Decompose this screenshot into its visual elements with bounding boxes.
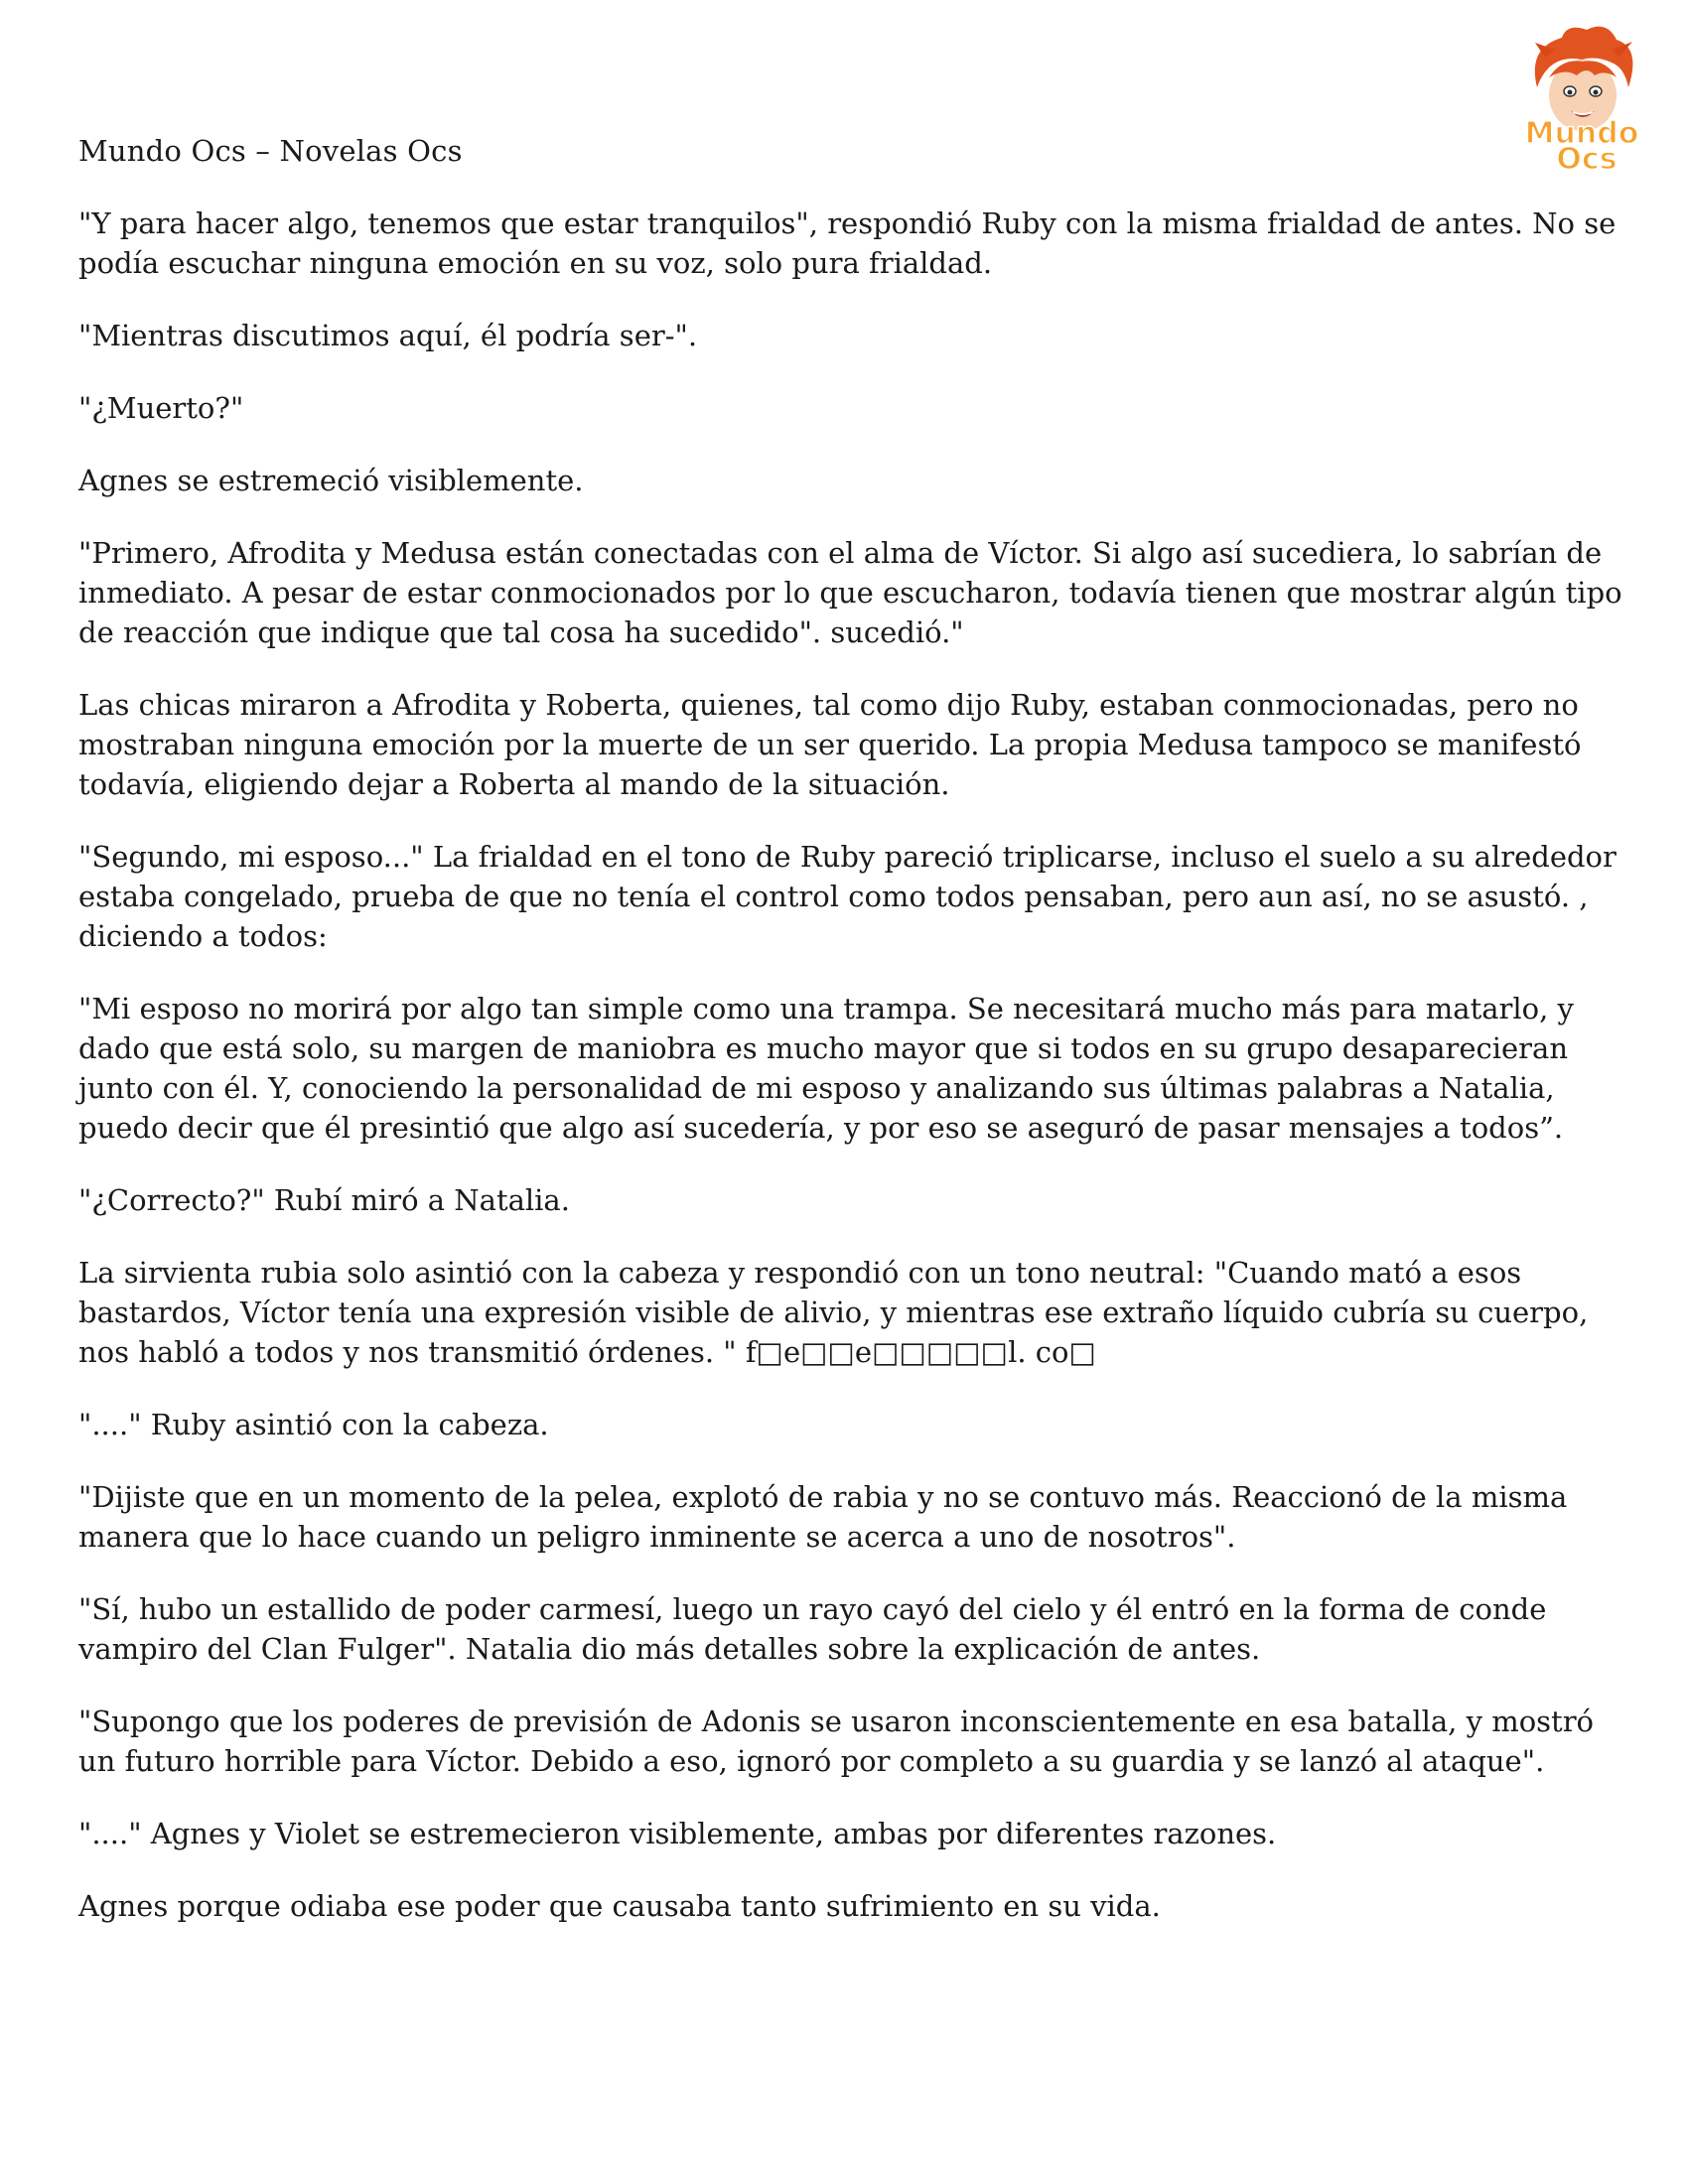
- chapter-body: [78, 204, 1627, 1959]
- logo-text-bottom: Ocs: [1556, 142, 1618, 177]
- paragraph-7: "Segundo, mi esposo..." La frialdad en el tono de Ruby pareció triplicarse, incluso el suelo a su alrededor estaba congelado, prueba de que no tenía el control como todos pensaban, pero aun así, no se asustó. , diciendo a todos:: [78, 840, 1617, 953]
- paragraph-15: "...." Agnes y Violet se estremecieron visiblemente, ambas por diferentes razones.: [78, 1817, 1277, 1850]
- paragraph-5: "Primero, Afrodita y Medusa están conectadas con el alma de Víctor. Si algo así sucediera, lo sabrían de inmediato. A pesar de estar conmocionados por lo que escucharon, todavía tienen que mostrar algún tipo de reacción que indique que tal cosa ha sucedido". sucedió.": [78, 536, 1622, 649]
- paragraph-16: Agnes porque odiaba ese poder que causaba tanto sufrimiento en su vida.: [78, 1889, 1161, 1923]
- paragraph-3: "¿Muerto?": [78, 391, 244, 425]
- paragraph-8: "Mi esposo no morirá por algo tan simple como una trampa. Se necesitará mucho más para matarlo, y dado que está solo, su margen de maniobra es mucho mayor que si todos en su grupo desaparecieran junto con él. Y, conociendo la personalidad de mi esposo y analizando sus últimas palabras a Natalia, puedo decir que él presintió que algo así sucedería, y por eso se aseguró de pasar mensajes a todos”.: [78, 992, 1574, 1145]
- paragraph-4: Agnes se estremeció visiblemente.: [78, 464, 584, 497]
- paragraph-9: "¿Correcto?" Rubí miró a Natalia.: [78, 1183, 570, 1217]
- paragraph-1: "Y para hacer algo, tenemos que estar tranquilos", respondió Ruby con la misma frialdad de antes. No se podía escuchar ninguna emoción en su voz, solo pura frialdad.: [78, 206, 1617, 280]
- paragraph-11: "...." Ruby asintió con la cabeza.: [78, 1408, 549, 1441]
- paragraph-13: "Sí, hubo un estallido de poder carmesí, luego un rayo cayó del cielo y él entró en la forma de conde vampiro del Clan Fulger". Natalia dio más detalles sobre la explicación de antes.: [78, 1592, 1547, 1666]
- mundo-ocs-logo: [1507, 18, 1656, 177]
- page-header-title: Mundo Ocs – Novelas Ocs: [78, 134, 463, 168]
- paragraph-10: La sirvienta rubia solo asintió con la cabeza y respondió con un tono neutral: "Cuando mató a esos bastardos, Víctor tenía una expresión visible de alivio, y mientras ese extraño líquido cubría su cuerpo, nos habló a todos y nos transmitió órdenes. " f□e□□e□□□□□l. co□: [78, 1256, 1589, 1369]
- paragraph-6: Las chicas miraron a Afrodita y Roberta, quienes, tal como dijo Ruby, estaban conmocionadas, pero no mostraban ninguna emoción por la muerte de un ser querido. La propia Medusa tampoco se manifestó todavía, eligiendo dejar a Roberta al mando de la situación.: [78, 688, 1582, 801]
- logo-text-top: Mundo: [1524, 116, 1639, 151]
- paragraph-14: "Supongo que los poderes de previsión de Adonis se usaron inconscientemente en esa batalla, y mostró un futuro horrible para Víctor. Debido a eso, ignoró por completo a su guardia y se lanzó al ataque".: [78, 1705, 1595, 1778]
- paragraph-2: "Mientras discutimos aquí, él podría ser-".: [78, 319, 698, 352]
- paragraph-12: "Dijiste que en un momento de la pelea, explotó de rabia y no se contuvo más. Reaccionó de la misma manera que lo hace cuando un peligro inminente se acerca a uno de nosotros".: [78, 1480, 1568, 1554]
